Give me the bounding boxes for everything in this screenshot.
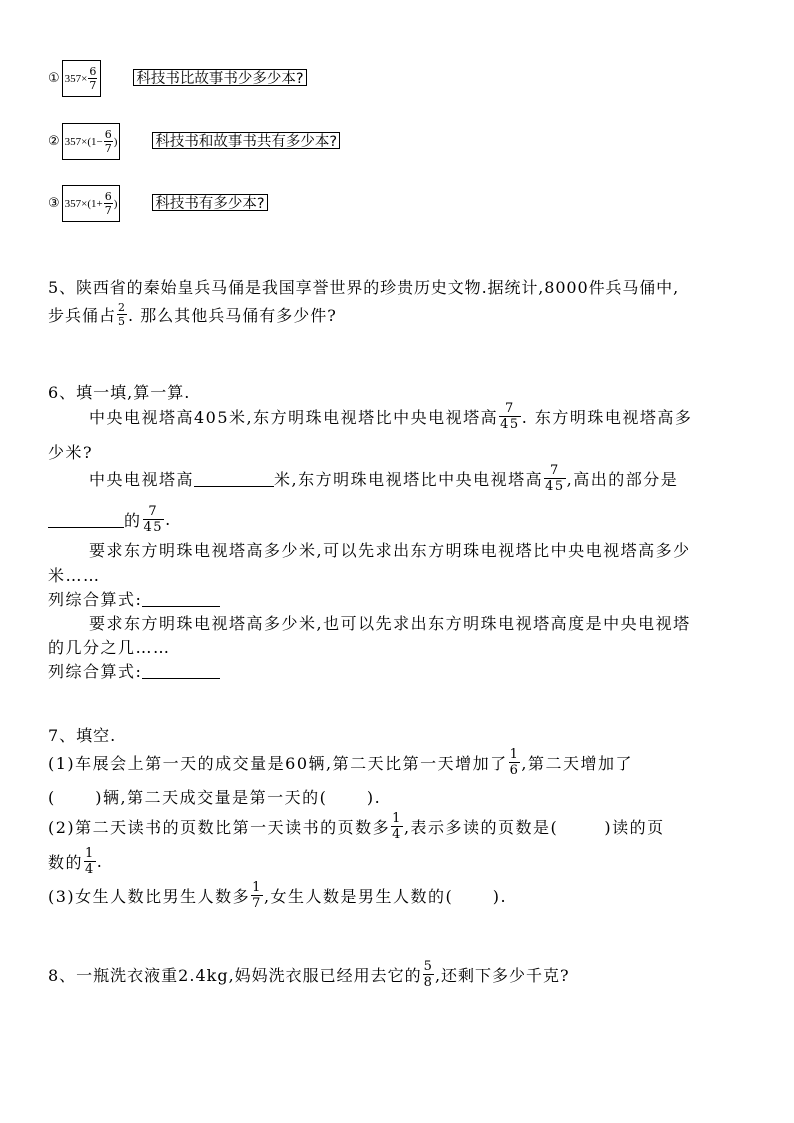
- q6-formula-1: 列综合算式:: [48, 587, 220, 610]
- expression: 357×(1−: [64, 135, 103, 148]
- fraction: $\frac{5}{8}$: [423, 959, 433, 990]
- fraction: $\frac{6}{7}$: [89, 65, 97, 92]
- q6-paragraph-4-cont: 的几分之几……: [48, 638, 171, 657]
- formula-blank[interactable]: [142, 590, 220, 607]
- q6-paragraph-1-cont: 少米?: [48, 443, 94, 462]
- q7-title: 7、填空.: [48, 726, 117, 745]
- q5-line1: 5、陕西省的秦始皇兵马俑是我国享誉世界的珍贵历史文物.据统计,8000件兵马俑中,: [48, 278, 680, 297]
- q6-paragraph-2-cont: 的 $\frac{7}{45}$ .: [48, 505, 172, 534]
- option-2: [48, 123, 340, 160]
- q6-paragraph-3-cont: 米……: [48, 566, 101, 585]
- q5-line2: 步兵俑占 $\frac{2}{5}$ . 那么其他兵马俑有多少件?: [48, 301, 337, 328]
- expression-box: 357×(1− $\frac{6}{7}$ ): [62, 123, 121, 160]
- fraction: $\frac{6}{7}$: [104, 128, 112, 155]
- question-box: 科技书和故事书共有多少本?: [152, 132, 340, 149]
- q7-item-2-cont: 数的 $\frac{1}{4}$ .: [48, 846, 104, 877]
- option-1: [48, 60, 307, 97]
- q7-item-1: (1)车展会上第一天的成交量是60辆,第二天比第一天增加了 $\frac{1}{6}$ ,第二天增加了: [48, 747, 633, 778]
- fraction: $\frac{1}{7}$: [252, 880, 262, 911]
- q8: 8、一瓶洗衣液重2.4kg,妈妈洗衣服已经用去它的 $\frac{5}{8}$ ,还剩下多少千克?: [48, 959, 570, 990]
- fraction: $\frac{1}{4}$: [392, 811, 402, 842]
- q6-title: 6、填一填,算一算.: [48, 383, 191, 402]
- fraction: $\frac{1}{6}$: [509, 747, 520, 778]
- option-number: ③: [48, 196, 60, 211]
- q6-paragraph-3: 要求东方明珠电视塔高多少米,可以先求出东方明珠电视塔比中央电视塔高多少: [89, 541, 691, 560]
- q6-formula-2: 列综合算式:: [48, 659, 220, 682]
- q6-paragraph-1: 中央电视塔高405米,东方明珠电视塔比中央电视塔高 $\frac{7}{45}$ . 东方明珠电视塔高多: [89, 401, 693, 432]
- q6-paragraph-2: 中央电视塔高 米,东方明珠电视塔比中央电视塔高 $\frac{7}{45}$ ,高出的部分是: [89, 463, 679, 494]
- fraction: $\frac{1}{4}$: [85, 846, 95, 877]
- option-number: ②: [48, 134, 60, 149]
- question-box: 科技书有多少本?: [152, 194, 267, 211]
- fraction: $\frac{7}{45}$: [143, 504, 164, 535]
- option-3: [48, 185, 268, 222]
- q7-item-2: (2)第二天读书的页数比第一天读书的页数多 $\frac{1}{4}$ ,表示多读的页数是( )读的页: [48, 811, 665, 842]
- option-number: ①: [48, 71, 60, 86]
- fraction: $\frac{7}{45}$: [545, 463, 565, 494]
- fraction: $\frac{6}{7}$: [104, 190, 112, 217]
- expression-box: 357×(1+ $\frac{6}{7}$ ): [62, 185, 121, 222]
- blank-field[interactable]: [194, 470, 274, 487]
- formula-blank[interactable]: [142, 662, 220, 679]
- fraction: $\frac{2}{5}$: [118, 301, 127, 328]
- blank-field[interactable]: [48, 511, 124, 528]
- q7-item-3: (3)女生人数比男生人数多 $\frac{1}{7}$ ,女生人数是男生人数的( ).: [48, 880, 508, 911]
- fraction: $\frac{7}{45}$: [500, 401, 520, 432]
- q7-item-1-cont: ( )辆,第二天成交量是第一天的( ).: [48, 788, 382, 807]
- expression: 357×(1+: [64, 197, 103, 210]
- q6-paragraph-4: 要求东方明珠电视塔高多少米,也可以先求出东方明珠电视塔高度是中央电视塔: [89, 614, 691, 633]
- expression-box: [62, 60, 102, 97]
- question-box: 科技书比故事书少多少本?: [133, 69, 306, 86]
- expression: 357×: [64, 72, 88, 85]
